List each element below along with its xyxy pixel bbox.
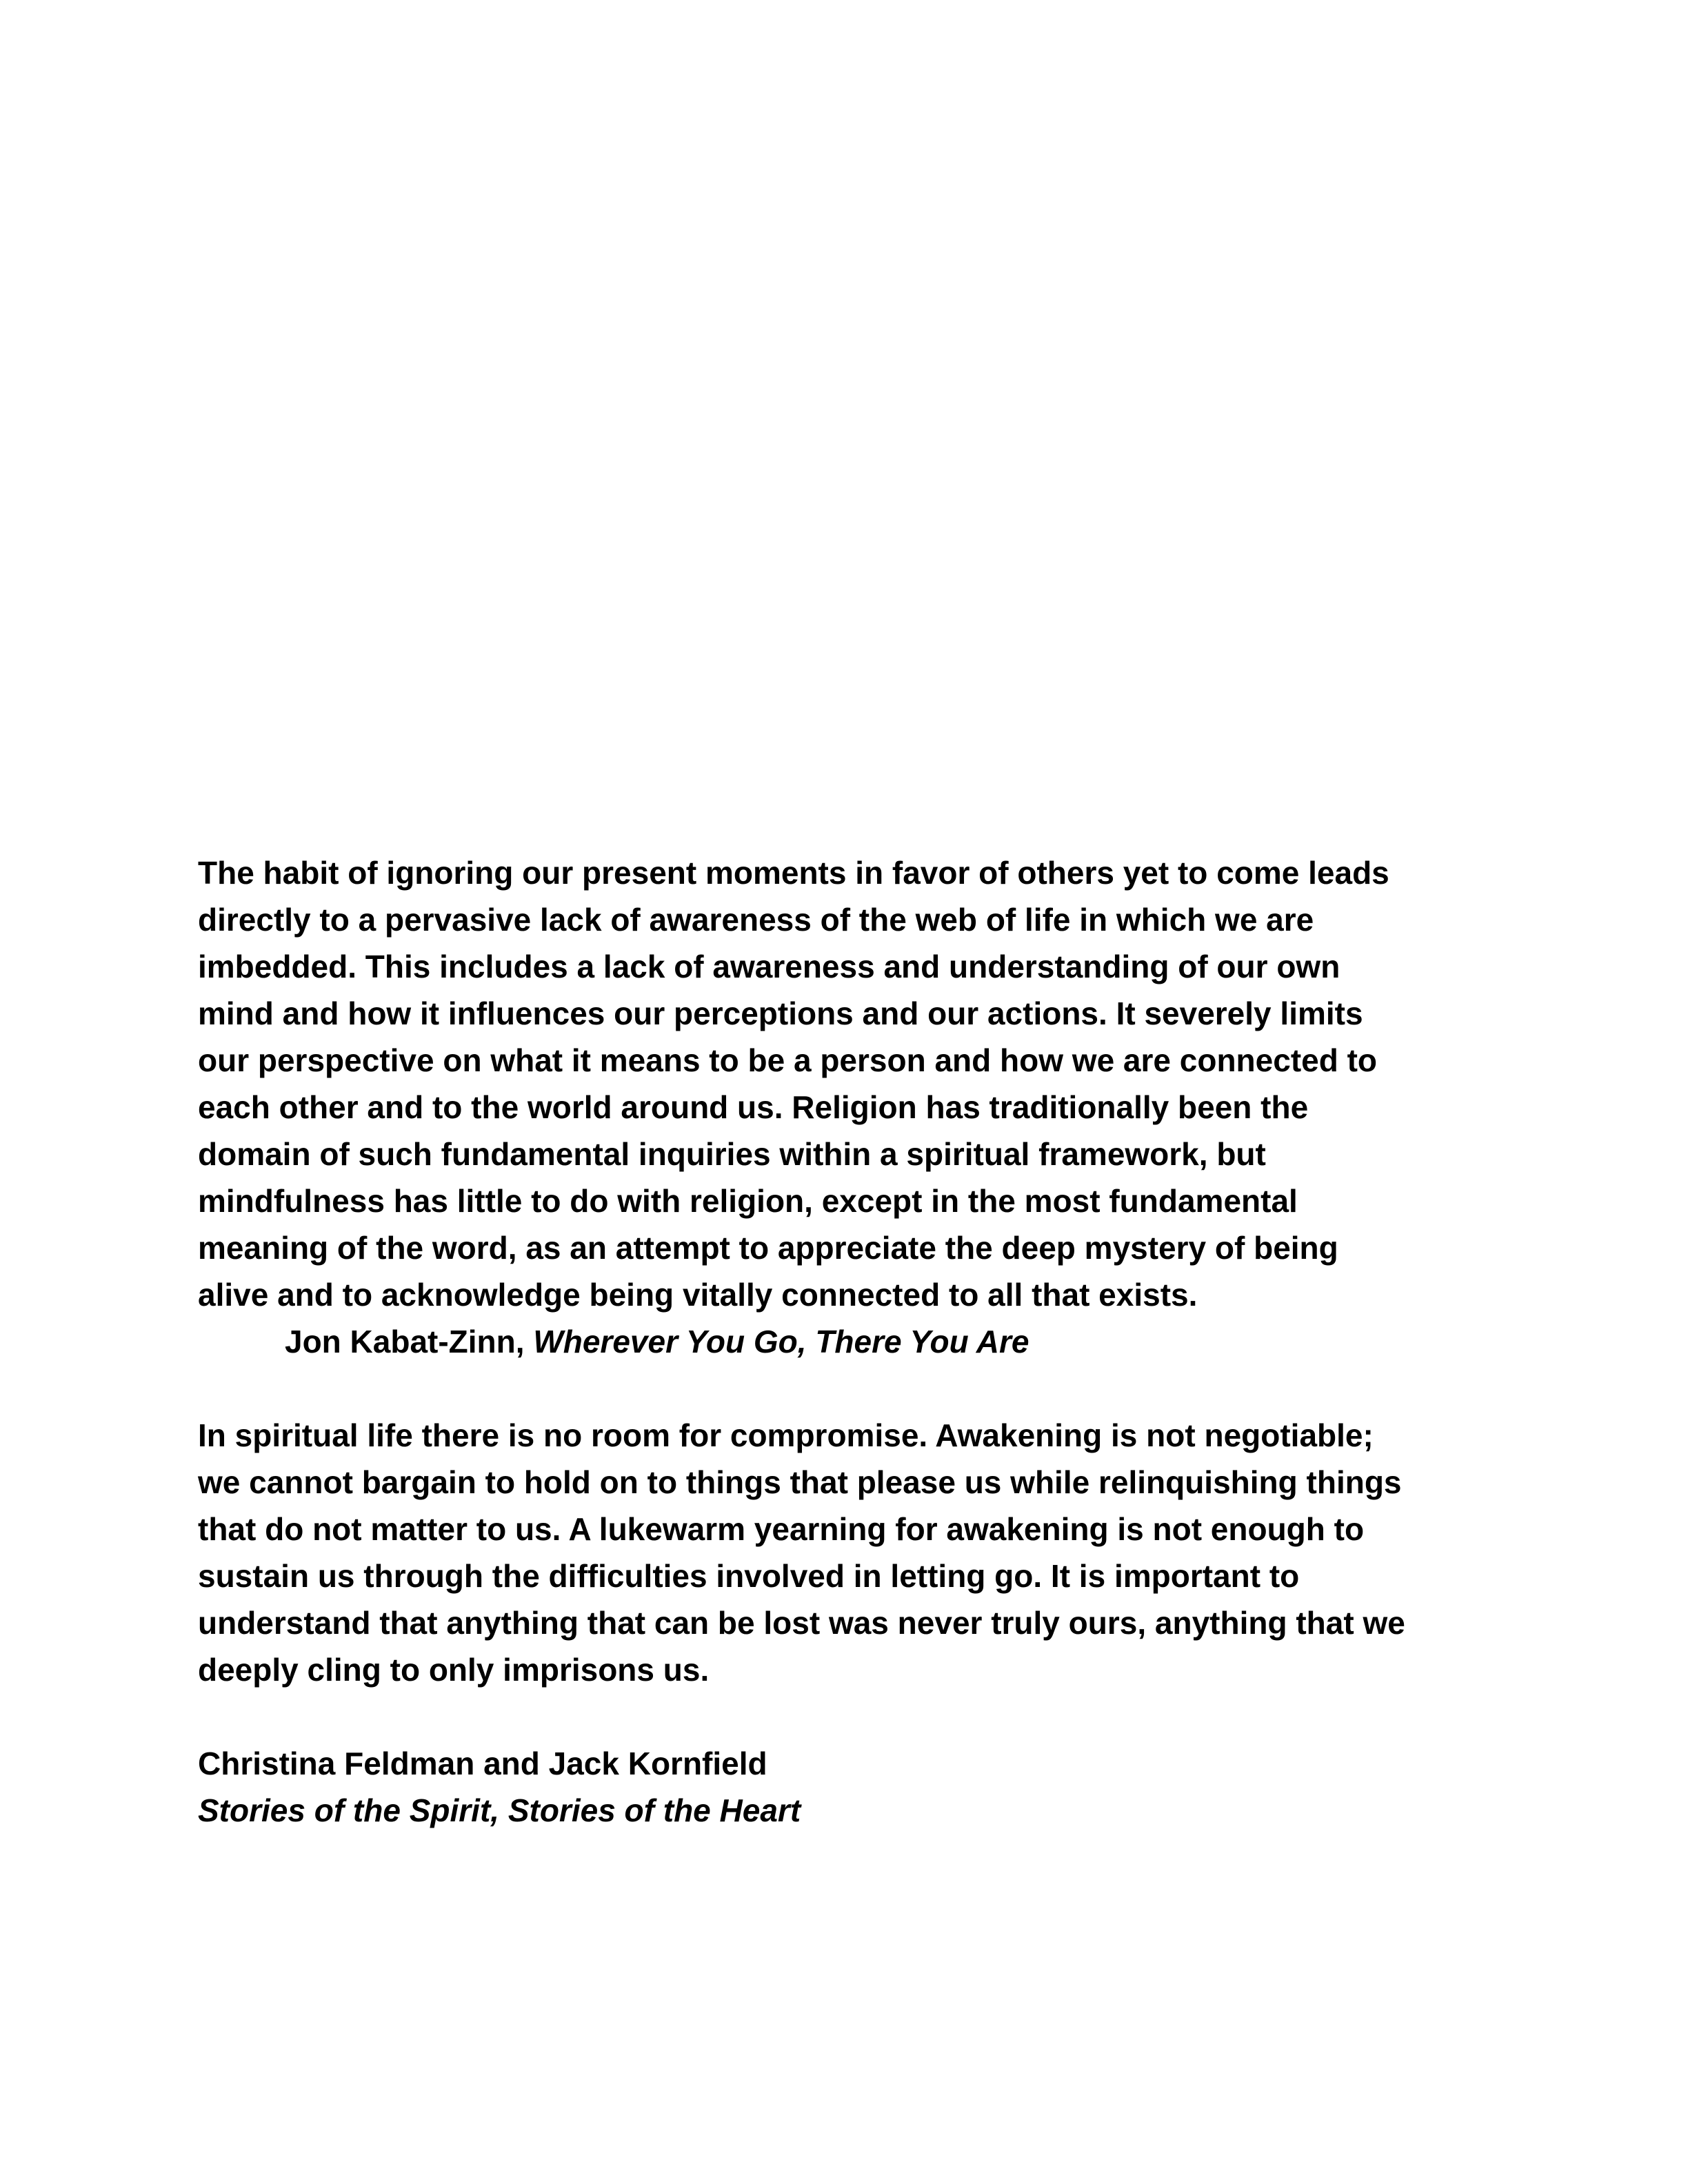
- quote-attribution: [198, 1318, 1508, 1365]
- quote-line: sustain us through the difficulties involved in letting go. It is important to: [198, 1558, 1300, 1594]
- quote-line: meaning of the word, as an attempt to appreciate the deep mystery of being: [198, 1230, 1338, 1266]
- paragraph-spacer: [198, 1693, 1508, 1740]
- quote-line: In spiritual life there is no room for compromise. Awakening is not negotiable;: [198, 1417, 1374, 1453]
- paragraph-spacer: [198, 1365, 1508, 1412]
- attribution-book-title: Stories of the Spirit, Stories of the Heart: [198, 1792, 801, 1828]
- quote-line: The habit of ignoring our present moments in favor of others yet to come leads: [198, 855, 1389, 891]
- quote-line: that do not matter to us. A lukewarm yearning for awakening is not enough to: [198, 1511, 1365, 1547]
- quote-kabat-zinn: [198, 849, 1508, 1365]
- document-body: [198, 849, 1508, 1834]
- attribution-author: Jon Kabat-Zinn,: [285, 1324, 534, 1359]
- quote-line: directly to a pervasive lack of awareness of the web of life in which we are: [198, 902, 1314, 938]
- quote-line: our perspective on what it means to be a person and how we are connected to: [198, 1042, 1378, 1078]
- attribution-author: Christina Feldman and Jack Kornfield: [198, 1746, 767, 1781]
- quote-line: imbedded. This includes a lack of awareness and understanding of our own: [198, 949, 1340, 984]
- quote-line: understand that anything that can be lost was never truly ours, anything that we: [198, 1605, 1405, 1641]
- quote-line: mind and how it influences our perceptions and our actions. It severely limits: [198, 995, 1363, 1031]
- quote-attribution-block: [198, 1740, 1508, 1834]
- quote-line: mindfulness has little to do with religion, except in the most fundamental: [198, 1183, 1298, 1219]
- quote-line: we cannot bargain to hold on to things that please us while relinquishing things: [198, 1464, 1402, 1500]
- quote-line: each other and to the world around us. Religion has traditionally been the: [198, 1089, 1309, 1125]
- attribution-book-title: Wherever You Go, There You Are: [533, 1324, 1029, 1359]
- quote-line: deeply cling to only imprisons us.: [198, 1652, 710, 1688]
- quote-line: domain of such fundamental inquiries within a spiritual framework, but: [198, 1136, 1266, 1172]
- quote-line: alive and to acknowledge being vitally connected to all that exists.: [198, 1277, 1198, 1313]
- quote-feldman-kornfield: [198, 1412, 1508, 1693]
